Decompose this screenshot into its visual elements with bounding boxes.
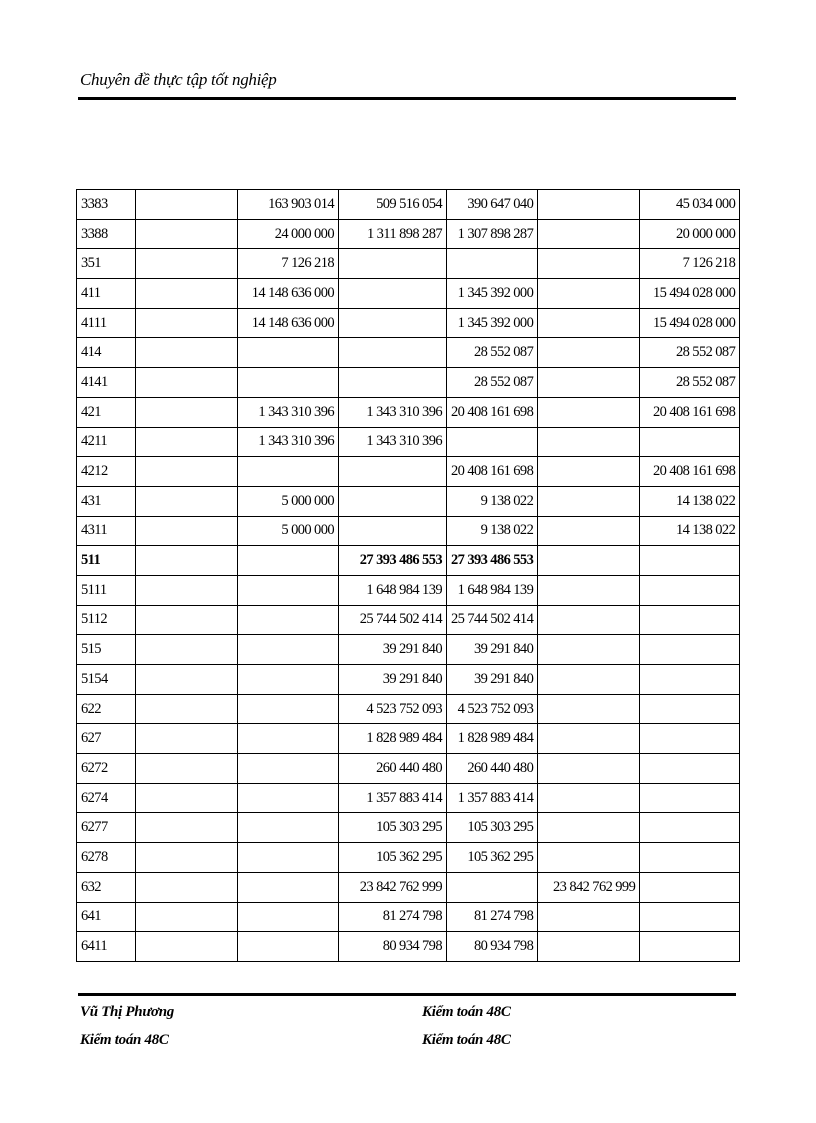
account-code-cell: 4211 bbox=[77, 427, 136, 457]
table-row bbox=[77, 843, 740, 873]
amount-cell bbox=[640, 872, 740, 902]
amount-cell: 20 408 161 698 bbox=[640, 457, 740, 487]
amount-cell bbox=[238, 457, 339, 487]
amount-cell: 28 552 087 bbox=[447, 368, 538, 398]
amount-cell bbox=[136, 724, 238, 754]
amount-cell bbox=[136, 932, 238, 962]
amount-cell bbox=[136, 872, 238, 902]
amount-cell bbox=[339, 279, 447, 309]
amount-cell bbox=[136, 516, 238, 546]
account-code-cell: 5111 bbox=[77, 575, 136, 605]
page-header-title: Chuyên đề thực tập tốt nghiệp bbox=[80, 70, 277, 89]
amount-cell: 81 274 798 bbox=[447, 902, 538, 932]
amount-cell bbox=[339, 338, 447, 368]
amount-cell bbox=[538, 813, 640, 843]
account-code-cell: 4311 bbox=[77, 516, 136, 546]
amount-cell bbox=[238, 605, 339, 635]
amount-cell bbox=[136, 486, 238, 516]
amount-cell bbox=[238, 872, 339, 902]
account-code-cell: 641 bbox=[77, 902, 136, 932]
amount-cell: 39 291 840 bbox=[447, 635, 538, 665]
amount-cell bbox=[538, 368, 640, 398]
amount-cell bbox=[136, 635, 238, 665]
amount-cell bbox=[538, 932, 640, 962]
amount-cell bbox=[136, 279, 238, 309]
amount-cell bbox=[339, 457, 447, 487]
amount-cell: 9 138 022 bbox=[447, 516, 538, 546]
account-code-cell: 3383 bbox=[77, 190, 136, 220]
ledger-body bbox=[77, 190, 740, 962]
amount-cell: 7 126 218 bbox=[238, 249, 339, 279]
amount-cell bbox=[538, 635, 640, 665]
account-code-cell: 5112 bbox=[77, 605, 136, 635]
amount-cell bbox=[136, 338, 238, 368]
amount-cell bbox=[640, 427, 740, 457]
amount-cell bbox=[238, 546, 339, 576]
amount-cell bbox=[538, 724, 640, 754]
amount-cell bbox=[538, 308, 640, 338]
account-code-cell: 6272 bbox=[77, 754, 136, 784]
amount-cell bbox=[538, 190, 640, 220]
amount-cell bbox=[538, 575, 640, 605]
amount-cell: 105 303 295 bbox=[339, 813, 447, 843]
amount-cell: 1 357 883 414 bbox=[447, 783, 538, 813]
amount-cell bbox=[538, 665, 640, 695]
amount-cell bbox=[238, 635, 339, 665]
amount-cell bbox=[238, 932, 339, 962]
amount-cell bbox=[238, 754, 339, 784]
table-row bbox=[77, 397, 740, 427]
account-code-cell: 351 bbox=[77, 249, 136, 279]
table-row bbox=[77, 368, 740, 398]
amount-cell bbox=[136, 457, 238, 487]
amount-cell bbox=[238, 368, 339, 398]
amount-cell: 28 552 087 bbox=[640, 338, 740, 368]
account-code-cell: 421 bbox=[77, 397, 136, 427]
amount-cell: 28 552 087 bbox=[640, 368, 740, 398]
account-code-cell: 627 bbox=[77, 724, 136, 754]
table-row bbox=[77, 754, 740, 784]
amount-cell bbox=[640, 665, 740, 695]
amount-cell: 39 291 840 bbox=[339, 635, 447, 665]
amount-cell: 20 408 161 698 bbox=[447, 457, 538, 487]
amount-cell bbox=[538, 605, 640, 635]
account-code-cell: 4111 bbox=[77, 308, 136, 338]
account-code-cell: 5154 bbox=[77, 665, 136, 695]
amount-cell bbox=[538, 783, 640, 813]
amount-cell: 1 828 989 484 bbox=[447, 724, 538, 754]
amount-cell: 1 648 984 139 bbox=[339, 575, 447, 605]
table-row bbox=[77, 190, 740, 220]
amount-cell: 20 408 161 698 bbox=[447, 397, 538, 427]
amount-cell: 1 345 392 000 bbox=[447, 308, 538, 338]
table-row bbox=[77, 605, 740, 635]
amount-cell bbox=[538, 694, 640, 724]
table-row bbox=[77, 694, 740, 724]
amount-cell: 28 552 087 bbox=[447, 338, 538, 368]
amount-cell bbox=[238, 813, 339, 843]
amount-cell: 1 343 310 396 bbox=[238, 397, 339, 427]
account-code-cell: 515 bbox=[77, 635, 136, 665]
amount-cell bbox=[339, 368, 447, 398]
amount-cell: 27 393 486 553 bbox=[339, 546, 447, 576]
account-code-cell: 431 bbox=[77, 486, 136, 516]
amount-cell: 1 357 883 414 bbox=[339, 783, 447, 813]
table-row bbox=[77, 724, 740, 754]
amount-cell bbox=[238, 665, 339, 695]
amount-cell bbox=[136, 754, 238, 784]
amount-cell: 1 343 310 396 bbox=[238, 427, 339, 457]
table-row bbox=[77, 635, 740, 665]
amount-cell bbox=[136, 427, 238, 457]
amount-cell: 5 000 000 bbox=[238, 516, 339, 546]
table-row bbox=[77, 872, 740, 902]
amount-cell: 7 126 218 bbox=[640, 249, 740, 279]
amount-cell: 25 744 502 414 bbox=[447, 605, 538, 635]
amount-cell bbox=[538, 279, 640, 309]
amount-cell bbox=[136, 249, 238, 279]
amount-cell bbox=[538, 338, 640, 368]
amount-cell: 14 138 022 bbox=[640, 516, 740, 546]
amount-cell: 80 934 798 bbox=[447, 932, 538, 962]
table-row bbox=[77, 486, 740, 516]
amount-cell bbox=[136, 605, 238, 635]
table-row bbox=[77, 546, 740, 576]
amount-cell: 15 494 028 000 bbox=[640, 308, 740, 338]
amount-cell bbox=[136, 190, 238, 220]
amount-cell bbox=[136, 308, 238, 338]
amount-cell bbox=[136, 694, 238, 724]
amount-cell: 27 393 486 553 bbox=[447, 546, 538, 576]
amount-cell: 14 148 636 000 bbox=[238, 279, 339, 309]
amount-cell: 1 343 310 396 bbox=[339, 397, 447, 427]
table-row bbox=[77, 932, 740, 962]
amount-cell bbox=[238, 843, 339, 873]
amount-cell bbox=[538, 902, 640, 932]
table-row bbox=[77, 665, 740, 695]
amount-cell bbox=[136, 813, 238, 843]
account-code-cell: 6277 bbox=[77, 813, 136, 843]
table-row bbox=[77, 457, 740, 487]
amount-cell bbox=[538, 516, 640, 546]
account-code-cell: 632 bbox=[77, 872, 136, 902]
table-row bbox=[77, 783, 740, 813]
amount-cell: 5 000 000 bbox=[238, 486, 339, 516]
amount-cell bbox=[538, 546, 640, 576]
account-code-cell: 6411 bbox=[77, 932, 136, 962]
header-divider bbox=[78, 97, 736, 100]
amount-cell: 1 311 898 287 bbox=[339, 219, 447, 249]
table-row bbox=[77, 575, 740, 605]
table-row bbox=[77, 219, 740, 249]
amount-cell bbox=[339, 486, 447, 516]
account-code-cell: 3388 bbox=[77, 219, 136, 249]
amount-cell bbox=[640, 754, 740, 784]
footer-right-line-2: Kiểm toán 48C bbox=[422, 1032, 511, 1048]
amount-cell: 20 408 161 698 bbox=[640, 397, 740, 427]
amount-cell: 390 647 040 bbox=[447, 190, 538, 220]
amount-cell bbox=[538, 486, 640, 516]
amount-cell: 4 523 752 093 bbox=[447, 694, 538, 724]
amount-cell bbox=[640, 724, 740, 754]
table-row bbox=[77, 427, 740, 457]
amount-cell: 9 138 022 bbox=[447, 486, 538, 516]
amount-cell: 81 274 798 bbox=[339, 902, 447, 932]
amount-cell: 14 138 022 bbox=[640, 486, 740, 516]
amount-cell: 509 516 054 bbox=[339, 190, 447, 220]
footer-author-class: Kiểm toán 48C bbox=[80, 1032, 169, 1048]
amount-cell bbox=[136, 902, 238, 932]
amount-cell bbox=[538, 843, 640, 873]
account-code-cell: 511 bbox=[77, 546, 136, 576]
footer-right-line-1: Kiểm toán 48C bbox=[422, 1004, 511, 1020]
amount-cell bbox=[640, 932, 740, 962]
amount-cell: 24 000 000 bbox=[238, 219, 339, 249]
amount-cell bbox=[339, 516, 447, 546]
amount-cell: 39 291 840 bbox=[447, 665, 538, 695]
amount-cell bbox=[640, 694, 740, 724]
table-row bbox=[77, 902, 740, 932]
amount-cell: 45 034 000 bbox=[640, 190, 740, 220]
amount-cell bbox=[339, 249, 447, 279]
amount-cell bbox=[538, 219, 640, 249]
amount-cell: 14 148 636 000 bbox=[238, 308, 339, 338]
amount-cell: 105 303 295 bbox=[447, 813, 538, 843]
amount-cell: 1 343 310 396 bbox=[339, 427, 447, 457]
amount-cell bbox=[538, 397, 640, 427]
amount-cell: 23 842 762 999 bbox=[339, 872, 447, 902]
amount-cell bbox=[136, 397, 238, 427]
amount-cell bbox=[640, 843, 740, 873]
table-row bbox=[77, 279, 740, 309]
amount-cell: 260 440 480 bbox=[447, 754, 538, 784]
amount-cell bbox=[447, 427, 538, 457]
amount-cell bbox=[238, 783, 339, 813]
account-code-cell: 411 bbox=[77, 279, 136, 309]
amount-cell bbox=[136, 546, 238, 576]
amount-cell bbox=[238, 902, 339, 932]
amount-cell: 39 291 840 bbox=[339, 665, 447, 695]
amount-cell: 1 648 984 139 bbox=[447, 575, 538, 605]
amount-cell bbox=[136, 665, 238, 695]
amount-cell: 25 744 502 414 bbox=[339, 605, 447, 635]
table-row bbox=[77, 249, 740, 279]
amount-cell bbox=[538, 249, 640, 279]
amount-cell bbox=[447, 872, 538, 902]
amount-cell bbox=[238, 694, 339, 724]
amount-cell: 1 345 392 000 bbox=[447, 279, 538, 309]
amount-cell: 15 494 028 000 bbox=[640, 279, 740, 309]
amount-cell: 163 903 014 bbox=[238, 190, 339, 220]
account-code-cell: 6274 bbox=[77, 783, 136, 813]
amount-cell: 1 307 898 287 bbox=[447, 219, 538, 249]
amount-cell bbox=[640, 813, 740, 843]
amount-cell: 80 934 798 bbox=[339, 932, 447, 962]
amount-cell: 1 828 989 484 bbox=[339, 724, 447, 754]
amount-cell: 105 362 295 bbox=[339, 843, 447, 873]
amount-cell bbox=[640, 575, 740, 605]
amount-cell: 20 000 000 bbox=[640, 219, 740, 249]
amount-cell bbox=[640, 605, 740, 635]
table-row bbox=[77, 813, 740, 843]
amount-cell bbox=[339, 308, 447, 338]
amount-cell bbox=[640, 635, 740, 665]
amount-cell: 260 440 480 bbox=[339, 754, 447, 784]
amount-cell bbox=[136, 783, 238, 813]
amount-cell: 23 842 762 999 bbox=[538, 872, 640, 902]
amount-cell bbox=[136, 219, 238, 249]
amount-cell bbox=[538, 457, 640, 487]
amount-cell bbox=[238, 724, 339, 754]
amount-cell bbox=[136, 368, 238, 398]
account-code-cell: 6278 bbox=[77, 843, 136, 873]
account-code-cell: 622 bbox=[77, 694, 136, 724]
ledger-table bbox=[76, 189, 740, 962]
amount-cell bbox=[136, 843, 238, 873]
amount-cell bbox=[136, 575, 238, 605]
amount-cell bbox=[538, 427, 640, 457]
footer-author: Vũ Thị Phương bbox=[80, 1004, 175, 1020]
amount-cell: 105 362 295 bbox=[447, 843, 538, 873]
amount-cell bbox=[447, 249, 538, 279]
amount-cell bbox=[640, 902, 740, 932]
amount-cell bbox=[238, 338, 339, 368]
amount-cell: 4 523 752 093 bbox=[339, 694, 447, 724]
table-row bbox=[77, 516, 740, 546]
table-row bbox=[77, 338, 740, 368]
table-row bbox=[77, 308, 740, 338]
account-code-cell: 4141 bbox=[77, 368, 136, 398]
footer-divider bbox=[78, 993, 736, 996]
amount-cell bbox=[238, 575, 339, 605]
amount-cell bbox=[538, 754, 640, 784]
account-code-cell: 4212 bbox=[77, 457, 136, 487]
amount-cell bbox=[640, 546, 740, 576]
account-code-cell: 414 bbox=[77, 338, 136, 368]
amount-cell bbox=[640, 783, 740, 813]
